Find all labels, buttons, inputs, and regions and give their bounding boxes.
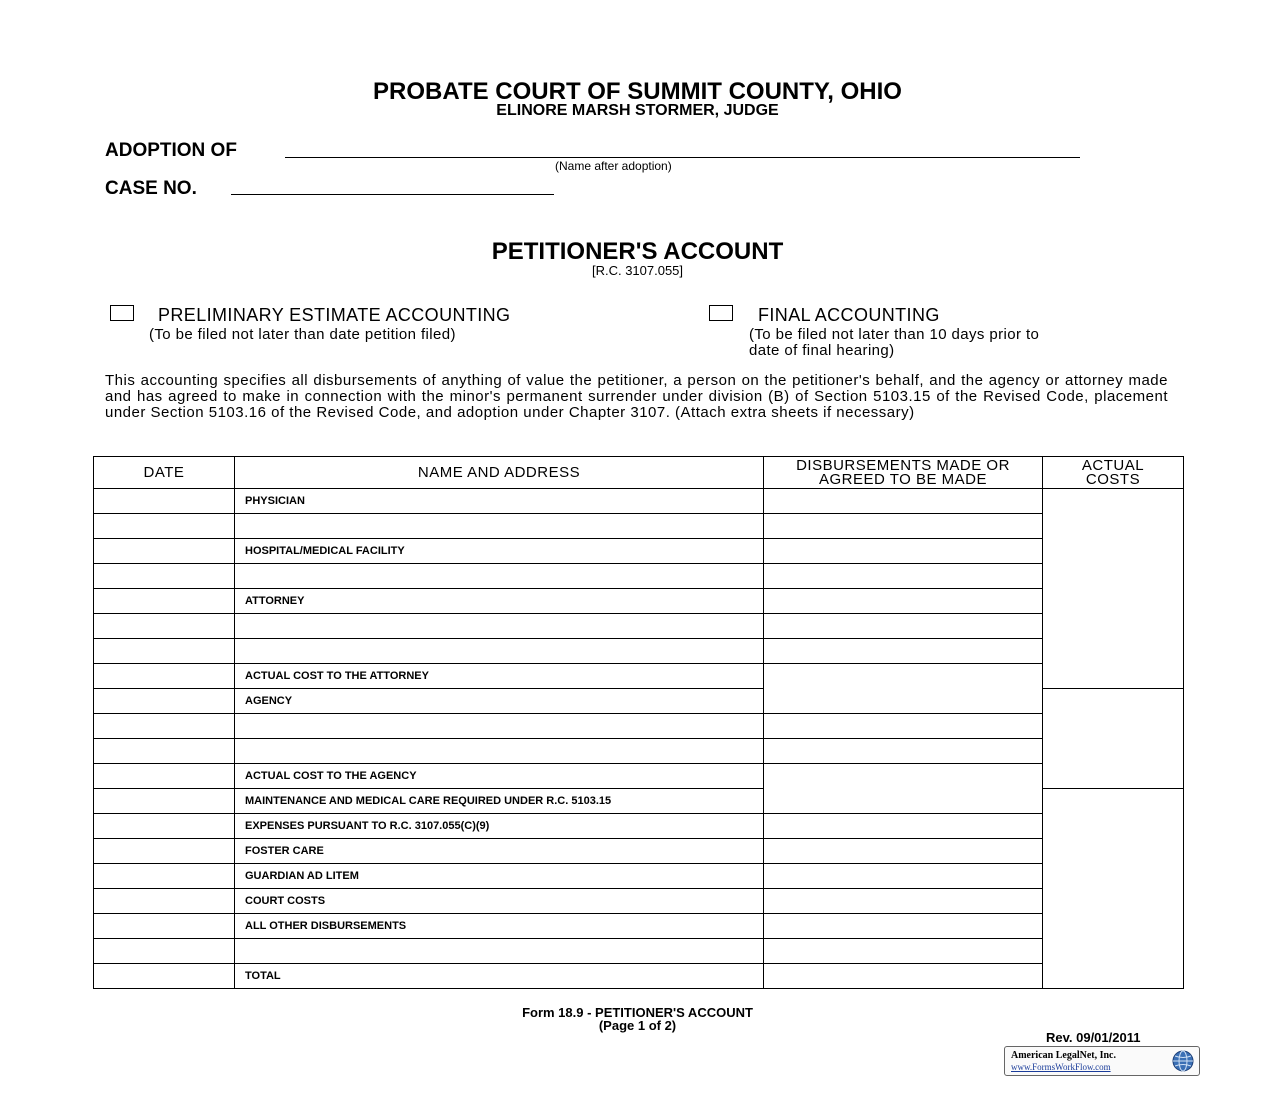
attorney-cost-disbursement-cell[interactable] — [764, 664, 1043, 714]
page-indicator: (Page 1 of 2) — [598, 1018, 677, 1033]
disbursement-cell[interactable] — [764, 614, 1043, 639]
total-label: TOTAL — [235, 964, 764, 989]
disbursement-cell[interactable] — [764, 539, 1043, 564]
name-address-cell[interactable] — [235, 639, 764, 664]
case-label: CASE NO. — [105, 178, 197, 199]
disbursement-cell[interactable] — [764, 939, 1043, 964]
court-costs-label: COURT COSTS — [235, 889, 764, 914]
table-row — [94, 764, 1184, 789]
disbursement-table — [93, 456, 1184, 989]
final-checkbox[interactable] — [709, 305, 733, 321]
date-cell[interactable] — [94, 564, 235, 589]
table-row — [94, 539, 1184, 564]
date-cell[interactable] — [94, 939, 235, 964]
final-label: FINAL ACCOUNTING — [758, 305, 940, 325]
maintenance-label: MAINTENANCE AND MEDICAL CARE REQUIRED UNDER R.C. 5103.15 — [235, 789, 764, 814]
publisher-url[interactable]: www.FormsWorkFlow.com — [1011, 1062, 1111, 1072]
form-number: Form 18.9 - PETITIONER'S ACCOUNT — [522, 1005, 753, 1020]
court-title: PROBATE COURT OF SUMMIT COUNTY, OHIO — [373, 78, 902, 105]
header-disbursements — [764, 457, 1043, 489]
date-cell[interactable] — [94, 789, 235, 814]
guardian-label: GUARDIAN AD LITEM — [235, 864, 764, 889]
name-address-cell[interactable] — [235, 614, 764, 639]
header-actual-line1: ACTUAL — [1081, 456, 1145, 474]
adoption-label: ADOPTION OF — [105, 140, 237, 161]
table-row — [94, 564, 1184, 589]
date-cell[interactable] — [94, 639, 235, 664]
date-cell[interactable] — [94, 589, 235, 614]
statute-reference: [R.C. 3107.055] — [591, 263, 684, 278]
preliminary-note: (To be filed not later than date petition filed) — [149, 326, 456, 343]
date-cell[interactable] — [94, 539, 235, 564]
preliminary-label: PRELIMINARY ESTIMATE ACCOUNTING — [158, 305, 511, 325]
header-date: DATE — [94, 457, 235, 489]
table-row — [94, 589, 1184, 614]
disbursement-cell[interactable] — [764, 889, 1043, 914]
agency-cost-disbursement-cell[interactable] — [764, 764, 1043, 814]
agency-cost-label: ACTUAL COST TO THE AGENCY — [235, 764, 764, 789]
table-row — [94, 714, 1184, 739]
table-row — [94, 889, 1184, 914]
date-cell[interactable] — [94, 664, 235, 689]
table-row — [94, 839, 1184, 864]
adoption-hint: (Name after adoption) — [555, 159, 672, 173]
table-row — [94, 664, 1184, 689]
adoption-name-field[interactable] — [285, 157, 1080, 158]
date-cell[interactable] — [94, 489, 235, 514]
other-disbursements-label: ALL OTHER DISBURSEMENTS — [235, 914, 764, 939]
name-address-cell[interactable] — [235, 714, 764, 739]
date-cell[interactable] — [94, 764, 235, 789]
date-cell[interactable] — [94, 689, 235, 714]
date-cell[interactable] — [94, 839, 235, 864]
header-actual-line2: COSTS — [1085, 470, 1141, 488]
disbursement-cell[interactable] — [764, 639, 1043, 664]
date-cell[interactable] — [94, 814, 235, 839]
table-row — [94, 739, 1184, 764]
revision-date: Rev. 09/01/2011 — [1046, 1030, 1141, 1045]
case-number-field[interactable] — [231, 194, 554, 195]
disbursement-cell[interactable] — [764, 514, 1043, 539]
table-row — [94, 864, 1184, 889]
date-cell[interactable] — [94, 964, 235, 989]
disbursement-cell[interactable] — [764, 489, 1043, 514]
disbursement-cell[interactable] — [764, 814, 1043, 839]
header-actual-costs — [1043, 457, 1184, 489]
disbursement-cell[interactable] — [764, 714, 1043, 739]
date-cell[interactable] — [94, 714, 235, 739]
preliminary-checkbox[interactable] — [110, 305, 134, 321]
final-note-line1: (To be filed not later than 10 days prior to — [749, 326, 1040, 343]
table-row — [94, 614, 1184, 639]
date-cell[interactable] — [94, 614, 235, 639]
table-row — [94, 964, 1184, 989]
publisher-logo — [1004, 1046, 1200, 1076]
disbursement-cell[interactable] — [764, 864, 1043, 889]
form-title: PETITIONER'S ACCOUNT — [491, 238, 784, 265]
agency-label: AGENCY — [235, 689, 764, 714]
table-row — [94, 914, 1184, 939]
hospital-label: HOSPITAL/MEDICAL FACILITY — [235, 539, 764, 564]
date-cell[interactable] — [94, 739, 235, 764]
name-address-cell[interactable] — [235, 939, 764, 964]
table-row — [94, 514, 1184, 539]
header-disbursements-line2: AGREED TO BE MADE — [819, 470, 987, 488]
disbursement-cell[interactable] — [764, 739, 1043, 764]
final-note-line2: date of final hearing) — [749, 342, 895, 359]
date-cell[interactable] — [94, 914, 235, 939]
disbursement-cell[interactable] — [764, 589, 1043, 614]
total-disbursement-cell[interactable] — [764, 964, 1043, 989]
foster-care-label: FOSTER CARE — [235, 839, 764, 864]
header-disbursements-line1: DISBURSEMENTS MADE OR — [796, 456, 1010, 474]
actual-cost-other[interactable] — [1043, 789, 1184, 989]
disbursement-cell[interactable] — [764, 914, 1043, 939]
table-header-row — [94, 457, 1184, 489]
table-row — [94, 939, 1184, 964]
actual-cost-physician-hospital-attorney[interactable] — [1043, 489, 1184, 689]
globe-icon — [1171, 1049, 1195, 1073]
accounting-description: This accounting specifies all disbursements of anything of value the petitioner, a person on the petitioner's behalf, and the agency or attorney made and has agreed to make in connection with the minor's permanent surrender under division (B) of Section 5103.15 of the Revised Code, placement under Section 5103.16 of the Revised Code, and adoption under Chapter 3107. (Attach extra sheets if necessary) — [105, 372, 1168, 421]
header-name-address: NAME AND ADDRESS — [235, 457, 764, 489]
attorney-label: ATTORNEY — [235, 589, 764, 614]
table-row — [94, 489, 1184, 514]
expenses-label: EXPENSES PURSUANT TO R.C. 3107.055(C)(9) — [235, 814, 764, 839]
name-address-cell[interactable] — [235, 739, 764, 764]
table-row — [94, 814, 1184, 839]
name-address-cell[interactable] — [235, 514, 764, 539]
disbursement-cell[interactable] — [764, 839, 1043, 864]
actual-cost-agency[interactable] — [1043, 689, 1184, 789]
disbursement-cell[interactable] — [764, 564, 1043, 589]
date-cell[interactable] — [94, 889, 235, 914]
physician-label: PHYSICIAN — [235, 489, 764, 514]
publisher-name: American LegalNet, Inc. — [1011, 1050, 1116, 1061]
date-cell[interactable] — [94, 514, 235, 539]
date-cell[interactable] — [94, 864, 235, 889]
judge-name: ELINORE MARSH STORMER, JUDGE — [496, 102, 779, 119]
name-address-cell[interactable] — [235, 564, 764, 589]
attorney-cost-label: ACTUAL COST TO THE ATTORNEY — [235, 664, 764, 689]
table-row — [94, 639, 1184, 664]
